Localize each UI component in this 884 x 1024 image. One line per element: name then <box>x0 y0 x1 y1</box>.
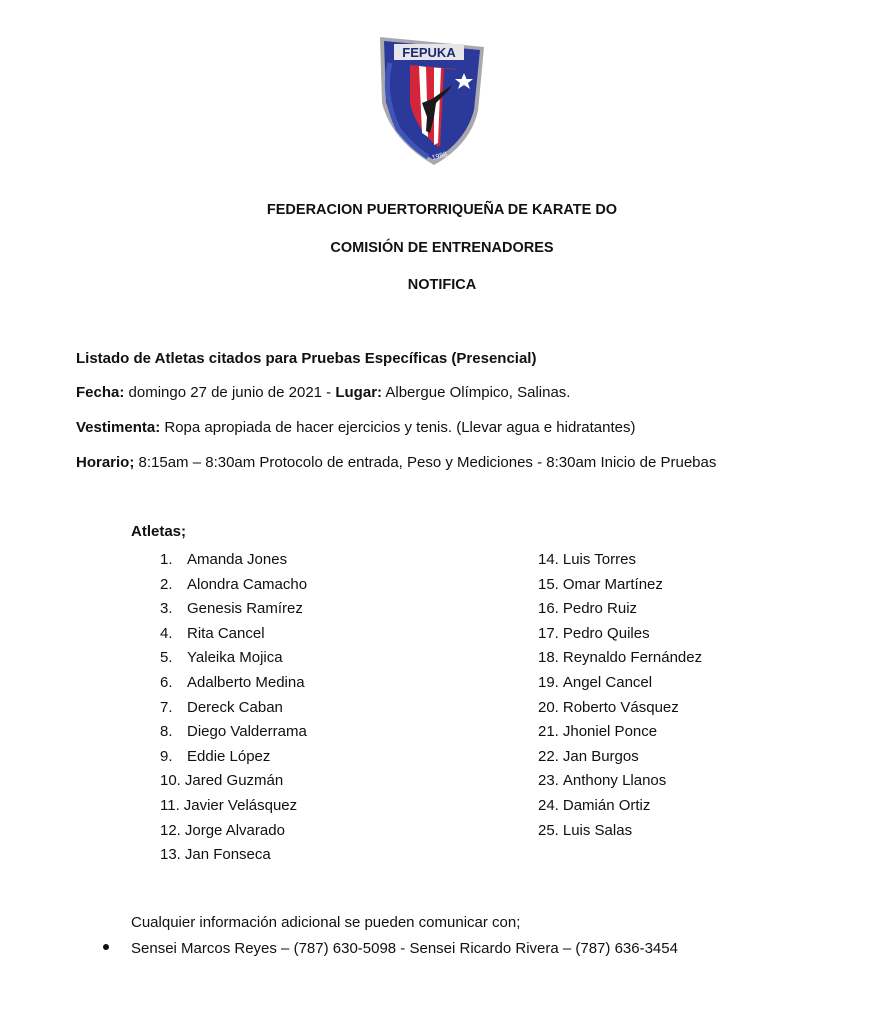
athlete-number: 14. <box>538 551 559 568</box>
logo-text: FEPUKA <box>402 45 456 60</box>
schedule-label: Horario; <box>76 454 135 471</box>
notice-heading: NOTIFICA <box>407 277 477 293</box>
athlete-name: Jan Burgos <box>562 747 639 765</box>
athlete-name: Jan Fonseca <box>184 846 271 864</box>
athlete-number: 2. <box>160 575 173 593</box>
athlete-name: Dereck Caban <box>187 698 283 716</box>
athlete-name: Javier Velásquez <box>183 796 298 814</box>
date-label: Fecha: <box>76 384 125 401</box>
athlete-list-item <box>538 646 702 671</box>
athlete-number: 5. <box>160 649 173 667</box>
athlete-number: 21. <box>538 723 559 741</box>
athlete-name: Jorge Alvarado <box>184 821 285 839</box>
athlete-number: 15. <box>538 575 559 593</box>
athlete-number: 25. <box>538 821 559 839</box>
place-label: Lugar: <box>335 384 383 401</box>
athlete-list-item <box>538 622 702 647</box>
athlete-name: Roberto Vásquez <box>562 698 679 716</box>
athlete-name: Genesis Ramírez <box>187 600 303 618</box>
athlete-number: 4. <box>160 624 173 642</box>
contact-intro: Cualquier información adicional se pueden comunicar con; <box>131 914 521 931</box>
commission-heading: COMISIÓN DE ENTRENADORES <box>330 240 554 256</box>
athlete-name: Yaleika Mojica <box>187 649 283 667</box>
athlete-list-column-1 <box>160 548 307 868</box>
schedule-line <box>76 454 716 471</box>
athlete-list-item <box>160 597 307 622</box>
athlete-name: Anthony Llanos <box>562 772 667 790</box>
athlete-name: Reynaldo Fernández <box>562 649 703 667</box>
athlete-number: 17. <box>538 624 559 642</box>
athlete-name: Amanda Jones <box>187 551 288 568</box>
athlete-name: Jhoniel Ponce <box>562 723 658 741</box>
athlete-number: 20. <box>538 698 559 716</box>
athlete-list-item <box>538 696 702 721</box>
fepuka-logo <box>372 33 488 167</box>
athlete-list-item <box>538 745 702 770</box>
contact-text: Sensei Marcos Reyes – (787) 630-5098 - Sensei Ricardo Rivera – (787) 636-3454 <box>131 940 678 957</box>
athlete-name: Jared Guzmán <box>184 772 284 790</box>
date-place-line <box>76 384 570 401</box>
attire-value: Ropa apropiada de hacer ejercicios y tenis. (Llevar agua e hidratantes) <box>160 419 636 436</box>
athlete-number: 11. <box>160 796 180 814</box>
attire-label: Vestimenta: <box>76 419 161 436</box>
athlete-name: Luis Salas <box>562 821 633 839</box>
athletes-heading: Atletas; <box>131 523 187 540</box>
athlete-list-item <box>538 573 702 598</box>
athlete-number: 24. <box>538 796 559 814</box>
athlete-list-column-2 <box>538 548 702 843</box>
athlete-number: 10. <box>160 772 181 790</box>
athlete-list-item <box>160 843 307 868</box>
athlete-list-item <box>160 646 307 671</box>
athlete-number: 6. <box>160 673 173 691</box>
athlete-name: Angel Cancel <box>562 673 653 691</box>
athlete-list-item <box>538 597 702 622</box>
athlete-number: 13. <box>160 846 181 864</box>
athlete-list-item <box>160 573 307 598</box>
athlete-list-item <box>160 769 307 794</box>
athlete-list-item <box>160 720 307 745</box>
athlete-name: Adalberto Medina <box>187 673 305 691</box>
contact-line <box>103 940 678 957</box>
athlete-name: Alondra Camacho <box>187 575 308 593</box>
athlete-name: Pedro Quiles <box>562 624 650 642</box>
athlete-name: Diego Valderrama <box>187 723 307 741</box>
athlete-name: Rita Cancel <box>187 624 265 642</box>
athlete-list-item <box>538 819 702 844</box>
date-value: domingo 27 de junio de 2021 - <box>124 384 336 401</box>
athlete-number: 1. <box>160 551 173 568</box>
listing-title: Listado de Atletas citados para Pruebas Específicas (Presencial) <box>76 350 537 367</box>
athlete-list-item <box>160 696 307 721</box>
athlete-number: 18. <box>538 649 559 667</box>
athlete-list-item <box>538 769 702 794</box>
athlete-name: Omar Martínez <box>562 575 663 593</box>
logo-year: 1986 <box>431 151 449 162</box>
athlete-number: 19. <box>538 673 559 691</box>
athlete-list-item <box>160 622 307 647</box>
organization-heading: FEDERACION PUERTORRIQUEÑA DE KARATE DO <box>266 202 618 218</box>
athlete-list-item <box>160 819 307 844</box>
athlete-number: 22. <box>538 747 559 765</box>
bullet-icon <box>103 944 109 950</box>
athlete-list-item <box>160 671 307 696</box>
athlete-list-item <box>538 671 702 696</box>
athlete-number: 16. <box>538 600 559 618</box>
athlete-list-item <box>160 794 307 819</box>
athlete-name: Eddie López <box>187 747 271 765</box>
athlete-number: 3. <box>160 600 173 618</box>
athlete-name: Pedro Ruiz <box>562 600 638 618</box>
attire-line <box>76 419 635 436</box>
athlete-list-item <box>160 548 307 573</box>
athlete-list-item <box>538 794 702 819</box>
athlete-list-item <box>538 720 702 745</box>
athlete-number: 9. <box>160 747 173 765</box>
athlete-number: 7. <box>160 698 173 716</box>
athlete-number: 12. <box>160 821 181 839</box>
athlete-number: 23. <box>538 772 559 790</box>
athlete-number: 8. <box>160 723 173 741</box>
athlete-name: Luis Torres <box>562 551 636 568</box>
athlete-list-item <box>160 745 307 770</box>
athlete-list-item <box>538 548 702 573</box>
schedule-value: 8:15am – 8:30am Protocolo de entrada, Peso y Mediciones - 8:30am Inicio de Pruebas <box>134 454 717 471</box>
place-value: Albergue Olímpico, Salinas. <box>382 384 571 401</box>
athlete-name: Damián Ortiz <box>562 796 651 814</box>
